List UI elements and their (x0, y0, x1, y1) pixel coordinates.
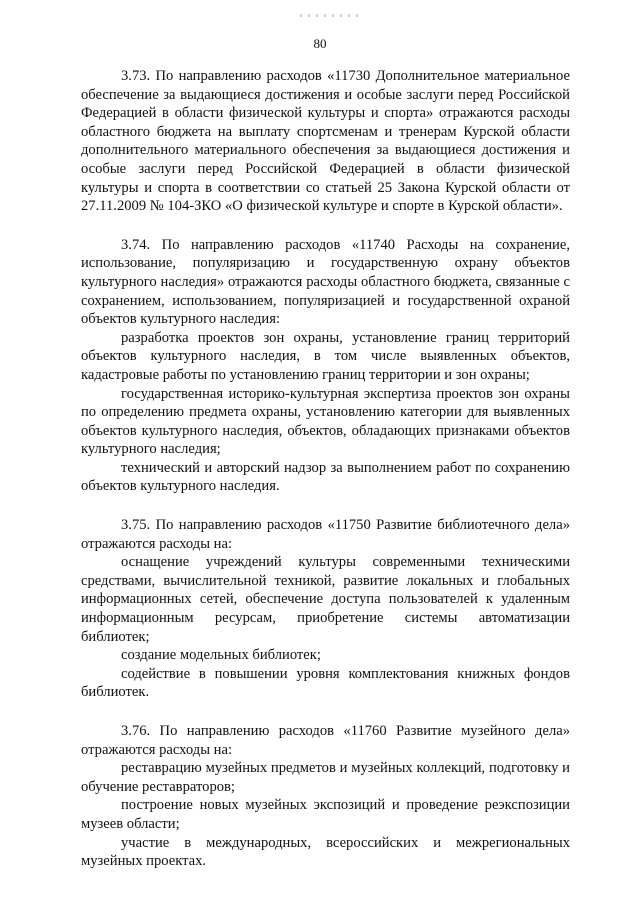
paragraph: построение новых музейных экспозиций и проведение реэкспозиции музеев области; (81, 797, 570, 832)
scan-artifact (300, 14, 360, 17)
paragraph: содействие в повышении уровня комплектования книжных фондов библиотек. (81, 665, 570, 701)
paragraph: участие в международных, всероссийских и межрегиональных музейных проектах. (81, 834, 570, 870)
paragraph: реставрацию музейных предметов и музейных коллекций, подготовку и обучение реставраторов; (81, 760, 570, 795)
page-number: 80 (313, 36, 327, 51)
paragraph: 3.73. По направлению расходов «11730 Дополнительное материальное обеспечение за выдающиеся достижения и особые заслуги перед Российской Федерацией в области физической культуры и спорта» отражаются расходы областного бюджета на выплату спортсменам и тренерам Курской области дополнительного материального обеспечения за выдающиеся достижения и особые заслуги перед Российской Федерацией в области физической культуры и спорта в соответствии со статьей 25 Закона Курской области от 27.11.2009 № 104-ЗКО «О физической культуре и спорте в Курской области». (81, 68, 570, 215)
paragraph: 3.75. По направлению расходов «11750 Развитие библиотечного дела» отражаются расходы на: (81, 517, 570, 552)
paragraph: разработка проектов зон охраны, установление границ территорий объектов культурного наследия, в том числе выявленных объектов, кадастровые работы по установлению границ территории и зон охраны; (81, 329, 570, 383)
paragraph: создание модельных библиотек; (121, 647, 321, 664)
paragraph: 3.74. По направлению расходов «11740 Расходы на сохранение, использование, популяризацию и государственную охрану объектов культурного наследия» отражаются расходы областного бюджета, связанные с сохранением, использованием, популяризацией и государственной охраной объектов культурного наследия: (81, 236, 570, 328)
document-body (81, 67, 570, 871)
paragraph: 3.76. По направлению расходов «11760 Развитие музейного дела» отражаются расходы на: (81, 723, 570, 758)
paragraph: технический и авторский надзор за выполнением работ по сохранению объектов культурного наследия. (81, 459, 570, 495)
paragraph: государственная историко-культурная экспертиза проектов зон охраны по определению предмета охраны, установлению категории для выявленных объектов культурного наследия, объектов, обладающих признаками объектов культурного наследия; (81, 385, 570, 458)
paragraph: оснащение учреждений культуры современными техническими средствами, вычислительной техникой, развитие локальных и глобальных информационных сетей, обеспечение доступа пользователей к удаленным информационным ресурсам, приобретение системы автоматизации библиотек; (81, 554, 570, 645)
